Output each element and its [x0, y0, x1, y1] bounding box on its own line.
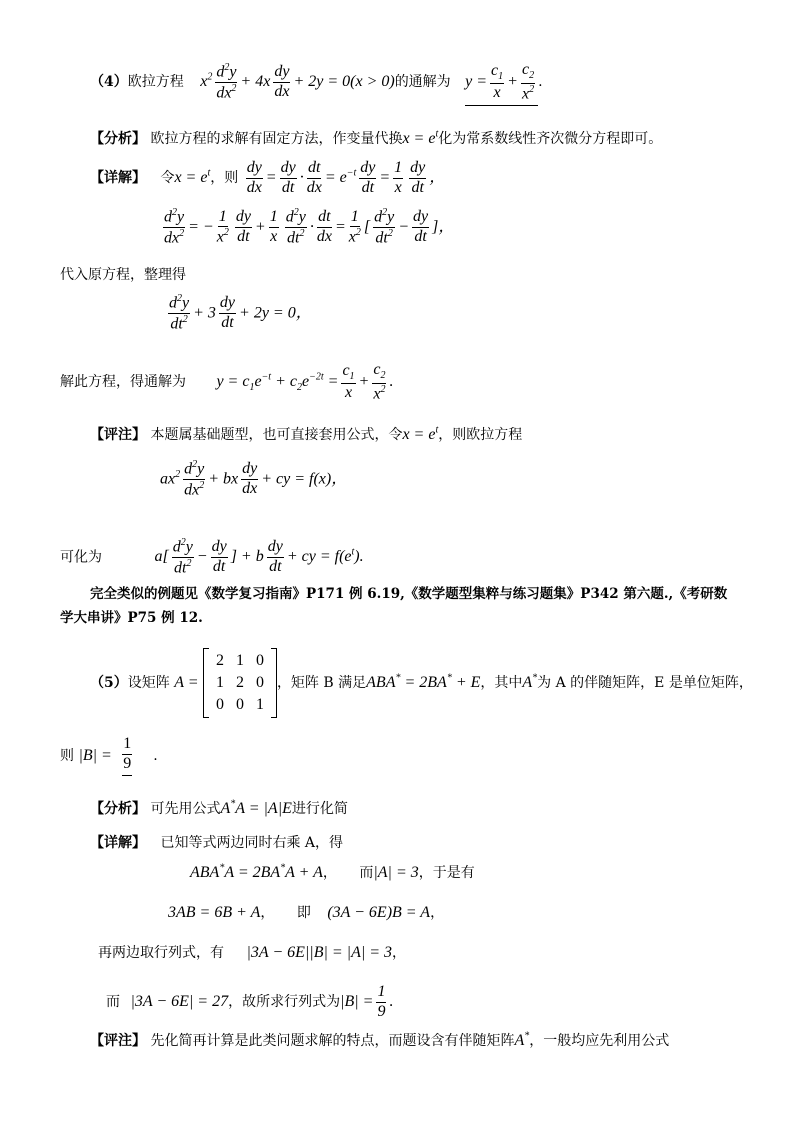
euler-general-form: $ax^2$ $\frac{d^2y}{dx^2}$ + bx $\frac{dy}{dx}$ + cy = f(x)， — [160, 459, 348, 499]
general-solution-line: 解此方程，得通解为 $y = c_1e^{-t} + c_2e^{-2t}$ = $\frac{c_1}{x}$ + $\frac{c_2}{x^2}$ . — [60, 361, 394, 403]
problem-label: （5） — [90, 675, 128, 691]
answer-underlined: y = $\frac{c_1}{x}$ + $\frac{c_2}{x^2}$ — [465, 62, 538, 106]
problem-4: （4）欧拉方程 $x^2$ $\frac{d^2y}{dx^2}$ + 4x $\frac{dy}{dx}$ + 2y = 0(x > 0)的通解为 y = $\frac{c_1}{x}$ + $\frac{c_2}{x^2}$ . — [90, 62, 543, 106]
analysis-2: 【分析】 可先用公式A*A = |A|E进行化简 — [90, 798, 348, 817]
problem-5-answer: 则 |B| = $\frac{1}{9}$ . — [60, 736, 158, 776]
general-solution: $y = c_1e^{-t} + c_2e^{-2t}$ = $\frac{c_1}{x}$ + $\frac{c_2}{x^2}$ . — [216, 361, 394, 403]
problem-condition: 的通解为 — [394, 74, 451, 91]
analysis-tag: 【分析】 — [90, 801, 146, 817]
comment-2: 【评注】 先化简再计算是此类问题求解的特点，而题设含有伴随矩阵A*，一般均应先利用公式 — [90, 1030, 670, 1049]
problem-label: （4） — [90, 74, 128, 91]
constant-coeff-equation: $\frac{d^2y}{dt^2}$ + 3 $\frac{dy}{dt}$ + 2y = 0， — [169, 293, 312, 333]
substitution-math: $x = e^t$ — [402, 128, 439, 147]
problem-prefix: 欧拉方程 — [127, 74, 184, 91]
derivative-chain: $\frac{dy}{dx}$ = $\frac{dy}{dt}$ · $\frac{dt}{dx}$ = $e^{-t}$ $\frac{dy}{dt}$ = $\frac{1}{x}$ $\frac{dy}{dt}$ ， — [246, 159, 446, 196]
answer-fraction: $\frac{1}{9}$ — [122, 736, 132, 776]
detail-2-line2: ABA*A = 2BA*A + A， 而|A| = 3，于是有 — [190, 862, 475, 881]
detail-tag: 【详解】 — [90, 835, 146, 851]
euler-equation: $x^2$ $\frac{d^2y}{dx^2}$ + 4x $\frac{dy}{dx}$ + 2y = 0(x > 0) — [200, 61, 395, 102]
detail-2-line5: 而 |3A − 6E| = 27，故所求行列式为|B| = $\frac{1}{9}$ . — [106, 983, 394, 1020]
detail-2: 【详解】 已知等式两边同时右乘 A，得 — [90, 835, 344, 851]
analysis-1 — [90, 128, 662, 148]
detail-2-line4: 再两边取行列式，有 |3A − 6E||B| = |A| = 3， — [98, 944, 407, 961]
problem-5: （5）设矩阵 A = 2 1 0 1 2 0 0 0 1 ，矩阵 B 满足ABA* = 2BA* + E，其中A*为 A 的伴随矩阵，E 是单位矩阵， — [90, 648, 753, 718]
detail-tag: 【详解】 — [90, 169, 146, 186]
comment-tag: 【评注】 — [90, 427, 146, 443]
reference-line-2: 学大串讲》P75 例 12. — [60, 610, 203, 626]
substitute-text: 代入原方程，整理得 — [60, 267, 186, 283]
detail-1-line1: 【详解】 令$x = e^t$，则 $\frac{dy}{dx}$ = $\frac{dy}{dt}$ · $\frac{dt}{dx}$ = $e^{-t}$ $\frac{dy}{dt}$ = $\frac{1}{x}$ $\frac{dy}{dt}$ ， — [90, 159, 446, 196]
analysis-text: 欧拉方程的求解有固定方法，作变量代换 — [150, 131, 403, 147]
analysis-text-2: 化为常系数线性齐次微分方程即可。 — [438, 131, 663, 147]
becomes-line: 可化为 a[ $\frac{d^2y}{dt^2}$ − $\frac{dy}{dt}$ ] + b $\frac{dy}{dt}$ + cy = $f(e^t)$. — [60, 537, 364, 577]
analysis-tag: 【分析】 — [90, 131, 146, 147]
matrix-a: 2 1 0 1 2 0 0 0 1 — [203, 648, 277, 718]
comment-tag: 【评注】 — [90, 1033, 146, 1049]
second-derivative: $\frac{d^2y}{dx^2}$ = − $\frac{1}{x^2}$ $\frac{dy}{dt}$ + $\frac{1}{x}$ $\frac{d^2y}{dt^2}$ · $\frac{dt}{dx}$ = $\frac{1}{x^2}$ [ $\frac{d^2y}{dt^2}$ − $\frac{dy}{dt}$ ]， — [164, 207, 455, 247]
transformed-form: a[ $\frac{d^2y}{dt^2}$ − $\frac{dy}{dt}$ ] + b $\frac{dy}{dt}$ + cy = $f(e^t)$. — [154, 537, 364, 577]
detail-2-line3: 3AB = 6B + A， 即 (3A − 6E)B = A， — [168, 904, 445, 921]
comment-1: 【评注】 本题属基础题型，也可直接套用公式，令$x = e^t$，则欧拉方程 — [90, 424, 523, 443]
reference-line-1: 完全类似的例题见《数学复习指南》P171 例 6.19,《数学题型集粹与练习题集》P342 第六题.,《考研数 — [90, 586, 728, 602]
